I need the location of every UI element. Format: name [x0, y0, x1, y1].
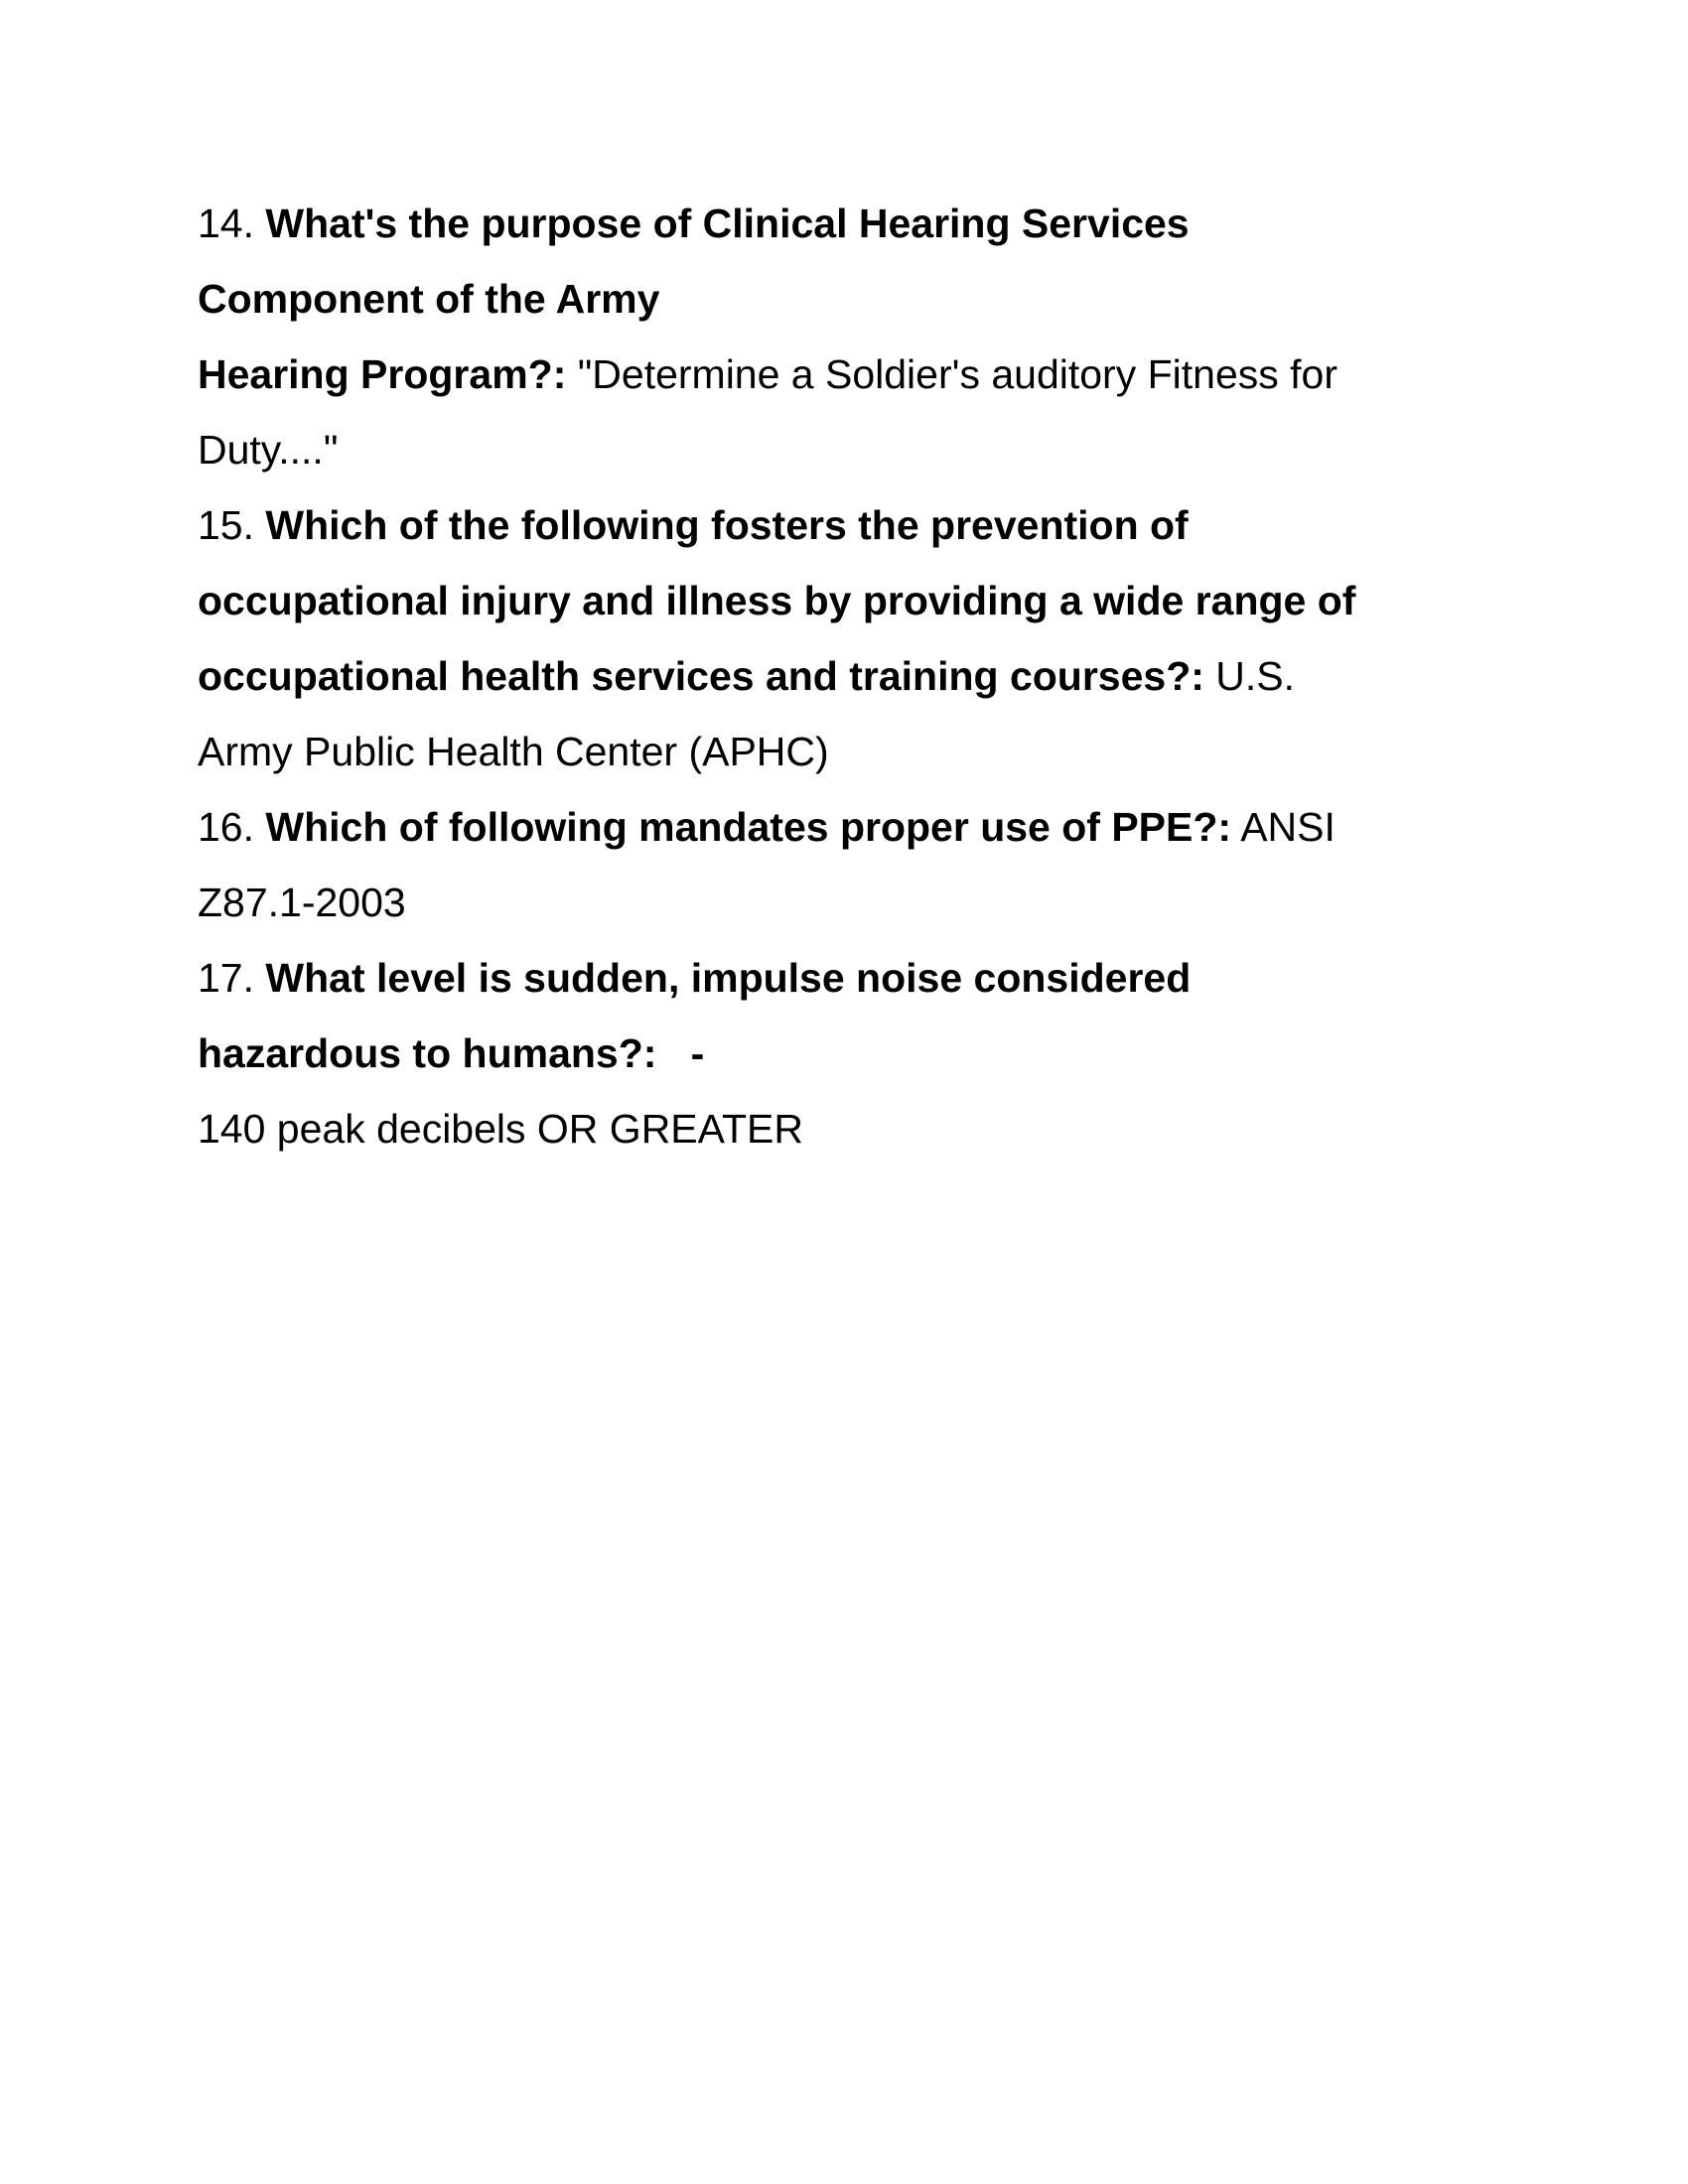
answer-text: ANSI [1231, 804, 1336, 850]
qa-item [198, 940, 1508, 1166]
text-line [198, 789, 1508, 865]
question-text: Which of the following fosters the prevention of [265, 502, 1189, 548]
question-text: Hearing Program?: [198, 351, 567, 397]
text-line [198, 1016, 1508, 1091]
question-text: occupational health services and training courses?: [198, 653, 1204, 699]
question-number: 15. [198, 502, 254, 548]
question-text: Component of the Army [198, 276, 660, 322]
qa-item [198, 487, 1508, 789]
answer-text: Z87.1-2003 [198, 880, 406, 925]
document-page [198, 186, 1508, 1166]
question-text: What level is sudden, impulse noise considered [265, 955, 1192, 1001]
question-text: What's the purpose of Clinical Hearing Services [265, 201, 1190, 246]
text-line [198, 261, 1508, 337]
answer-text: U.S. [1203, 653, 1296, 699]
text-line [198, 714, 1508, 789]
text-line [198, 865, 1508, 940]
text-line [198, 1091, 1508, 1166]
answer-text: 140 peak decibels OR GREATER [198, 1106, 803, 1152]
text-line [198, 186, 1508, 261]
answer-text: "Determine a Soldier's auditory Fitness for [566, 351, 1337, 397]
text-line [198, 563, 1508, 638]
question-text: hazardous to humans?: - [198, 1030, 705, 1076]
answer-text: Army Public Health Center (APHC) [198, 729, 829, 774]
text-line [198, 940, 1508, 1016]
qa-item [198, 789, 1508, 940]
question-number: 16. [198, 804, 254, 850]
qa-item [198, 186, 1508, 487]
question-number: 14. [198, 201, 254, 246]
answer-text: Duty...." [198, 427, 339, 473]
question-text: Which of following mandates proper use of PPE?: [265, 804, 1232, 850]
text-line [198, 337, 1508, 412]
question-number: 17. [198, 955, 254, 1001]
question-text: occupational injury and illness by providing a wide range of [198, 578, 1356, 623]
text-line [198, 412, 1508, 487]
text-line [198, 487, 1508, 563]
text-line [198, 638, 1508, 714]
